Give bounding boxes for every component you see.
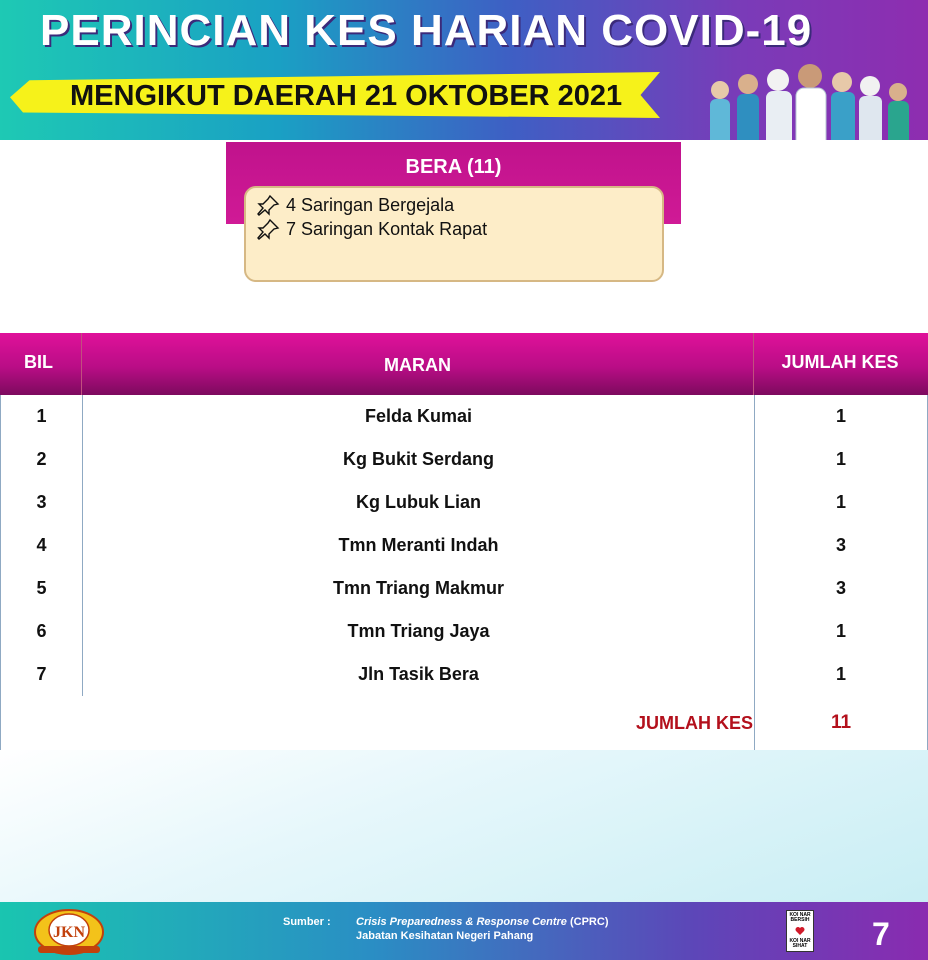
cell-count: 1: [835, 449, 846, 469]
bera-item-text: 4 Saringan Bergejala: [286, 194, 455, 215]
header-district: MARAN: [384, 355, 451, 375]
cell-count: 1: [835, 406, 846, 426]
bera-item: [256, 194, 454, 216]
cell-place: Tmn Triang Jaya: [347, 621, 490, 641]
table-row: [0, 567, 928, 611]
cell-count: 3: [835, 578, 846, 598]
bera-item: [256, 218, 487, 240]
heart-icon: [795, 926, 805, 936]
table-header: [0, 333, 928, 395]
cell-bil: 3: [36, 492, 47, 512]
cell-count: 1: [835, 492, 846, 512]
badge-top-text: KOI NAR BERSIH: [789, 912, 811, 923]
total-label: JUMLAH KES: [635, 712, 753, 733]
table-row: [0, 438, 928, 482]
cell-count: 1: [835, 621, 846, 641]
table-row: [0, 653, 928, 697]
source-org-abbr: (CPRC): [569, 916, 609, 928]
page-title: PERINCIAN KES HARIAN COVID-19: [40, 6, 813, 55]
header-total: JUMLAH KES: [781, 352, 899, 372]
jkn-logo-text: JKN: [53, 924, 85, 941]
source-label: Sumber :: [283, 916, 331, 928]
table-row: [0, 610, 928, 654]
table-total-row: [0, 696, 928, 751]
cell-count: 3: [835, 535, 846, 555]
cell-place: Kg Bukit Serdang: [342, 449, 494, 469]
table-row: [0, 395, 928, 439]
cell-bil: 2: [36, 449, 47, 469]
cell-bil: 5: [36, 578, 47, 598]
header-bil: BIL: [24, 352, 53, 372]
source-org-name: Crisis Preparedness & Response Centre: [356, 916, 567, 928]
cell-place: Felda Kumai: [364, 406, 473, 426]
source-department: Jabatan Kesihatan Negeri Pahang: [356, 930, 534, 942]
badge-bottom-text: KOI NAR SIHAT: [789, 938, 811, 949]
table-row: [0, 524, 928, 568]
page-subtitle: MENGIKUT DAERAH 21 OKTOBER 2021: [70, 80, 623, 112]
cell-place: Tmn Meranti Indah: [338, 535, 499, 555]
cell-count: 1: [835, 664, 846, 684]
cell-bil: 1: [36, 406, 47, 426]
pushpin-icon: [256, 194, 280, 216]
jkn-logo: [30, 906, 108, 958]
clean-healthy-badge: [786, 910, 814, 952]
cell-place: Jln Tasik Bera: [358, 664, 479, 684]
decorative-background: [0, 750, 928, 902]
bera-item-text: 7 Saringan Kontak Rapat: [286, 218, 488, 239]
footer: [0, 902, 928, 960]
bera-title: BERA (11): [405, 156, 502, 178]
header-banner: [0, 0, 928, 140]
cell-place: Tmn Triang Makmur: [332, 578, 505, 598]
cell-place: Kg Lubuk Lian: [356, 492, 481, 512]
cell-bil: 4: [36, 535, 47, 555]
cell-bil: 7: [36, 664, 47, 684]
table-row: [0, 481, 928, 525]
page-number: 7: [872, 916, 890, 952]
cell-bil: 6: [36, 621, 47, 641]
total-value: 11: [830, 712, 852, 733]
bera-details-box: [244, 186, 664, 282]
source-organization: [356, 916, 608, 928]
healthcare-workers-illustration: [700, 60, 920, 140]
pushpin-icon: [256, 218, 280, 240]
